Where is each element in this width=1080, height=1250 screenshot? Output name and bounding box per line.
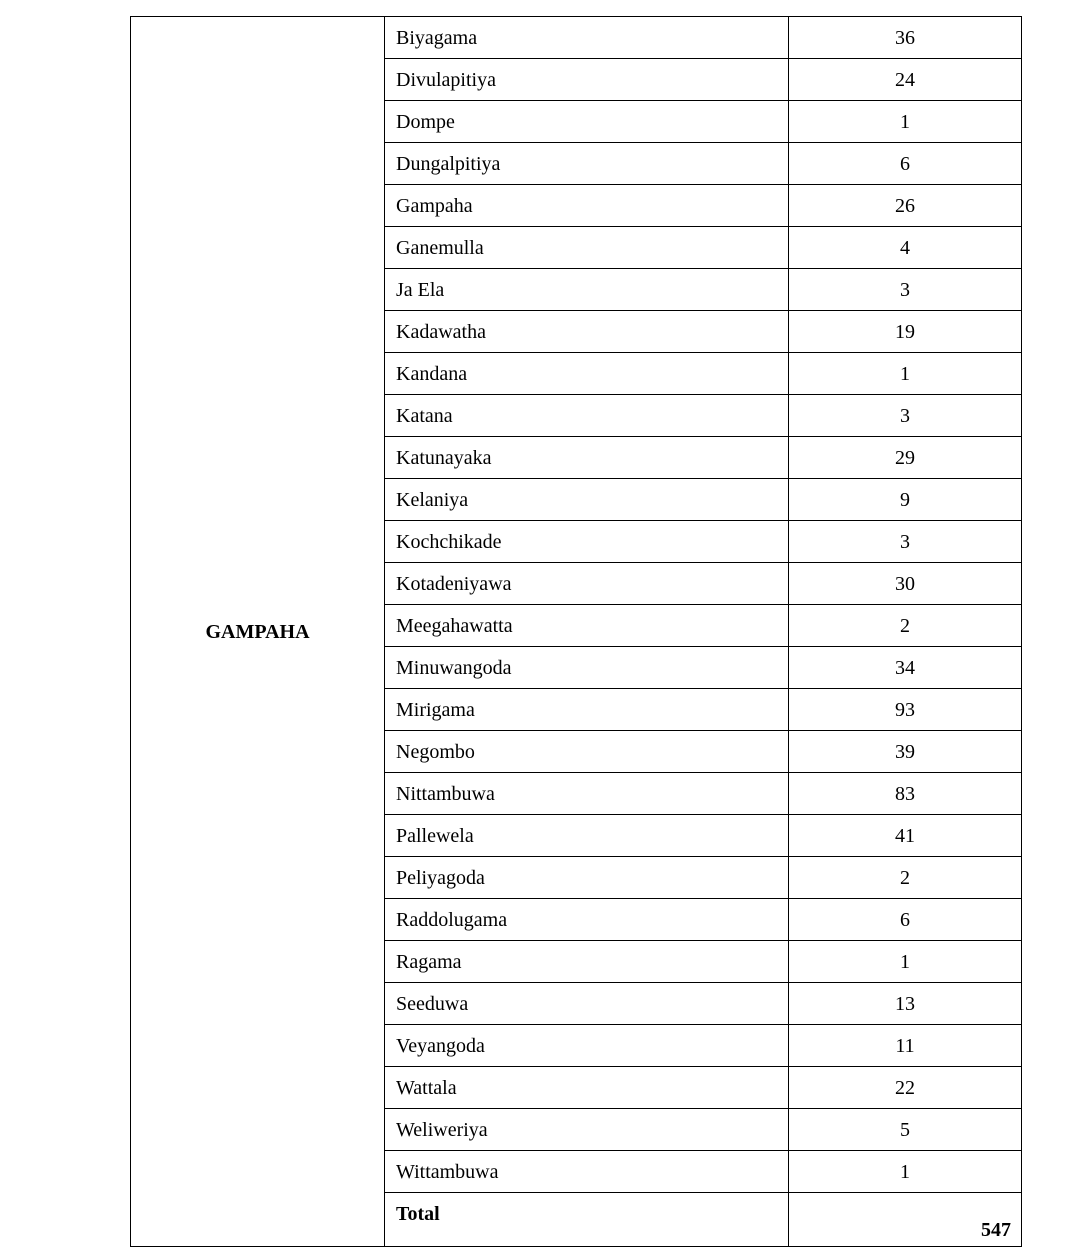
area-name: Ja Ela [385,269,789,311]
area-count: 19 [789,311,1022,353]
area-count: 93 [789,689,1022,731]
area-count: 34 [789,647,1022,689]
area-name: Peliyagoda [385,857,789,899]
area-name: Seeduwa [385,983,789,1025]
area-count: 6 [789,143,1022,185]
area-count: 4 [789,227,1022,269]
area-name: Veyangoda [385,1025,789,1067]
area-count: 13 [789,983,1022,1025]
area-count: 1 [789,1151,1022,1193]
area-count: 39 [789,731,1022,773]
area-name: Gampaha [385,185,789,227]
district-area-table [130,16,1022,1247]
area-name: Biyagama [385,17,789,59]
area-count: 2 [789,605,1022,647]
area-count: 6 [789,899,1022,941]
area-name: Weliweriya [385,1109,789,1151]
total-value: 547 [789,1193,1022,1247]
district-name: GAMPAHA [131,17,385,1247]
area-count: 11 [789,1025,1022,1067]
area-count: 22 [789,1067,1022,1109]
area-count: 29 [789,437,1022,479]
area-name: Kotadeniyawa [385,563,789,605]
area-count: 3 [789,521,1022,563]
area-name: Dompe [385,101,789,143]
area-name: Negombo [385,731,789,773]
area-name: Wattala [385,1067,789,1109]
area-count: 5 [789,1109,1022,1151]
area-count: 3 [789,269,1022,311]
area-count: 3 [789,395,1022,437]
area-name: Kadawatha [385,311,789,353]
area-count: 41 [789,815,1022,857]
area-name: Katunayaka [385,437,789,479]
area-name: Minuwangoda [385,647,789,689]
table-row [131,17,1022,59]
area-count: 1 [789,941,1022,983]
area-name: Kandana [385,353,789,395]
area-count: 36 [789,17,1022,59]
area-name: Katana [385,395,789,437]
area-name: Dungalpitiya [385,143,789,185]
area-name: Pallewela [385,815,789,857]
area-count: 83 [789,773,1022,815]
area-count: 24 [789,59,1022,101]
area-count: 9 [789,479,1022,521]
area-name: Meegahawatta [385,605,789,647]
area-name: Kochchikade [385,521,789,563]
area-name: Mirigama [385,689,789,731]
area-name: Ganemulla [385,227,789,269]
area-name: Divulapitiya [385,59,789,101]
area-name: Raddolugama [385,899,789,941]
area-count: 2 [789,857,1022,899]
total-label: Total [385,1193,789,1247]
area-name: Nittambuwa [385,773,789,815]
table-body [131,17,1022,1247]
area-name: Ragama [385,941,789,983]
area-name: Wittambuwa [385,1151,789,1193]
area-count: 26 [789,185,1022,227]
area-count: 1 [789,353,1022,395]
area-name: Kelaniya [385,479,789,521]
area-count: 30 [789,563,1022,605]
area-count: 1 [789,101,1022,143]
